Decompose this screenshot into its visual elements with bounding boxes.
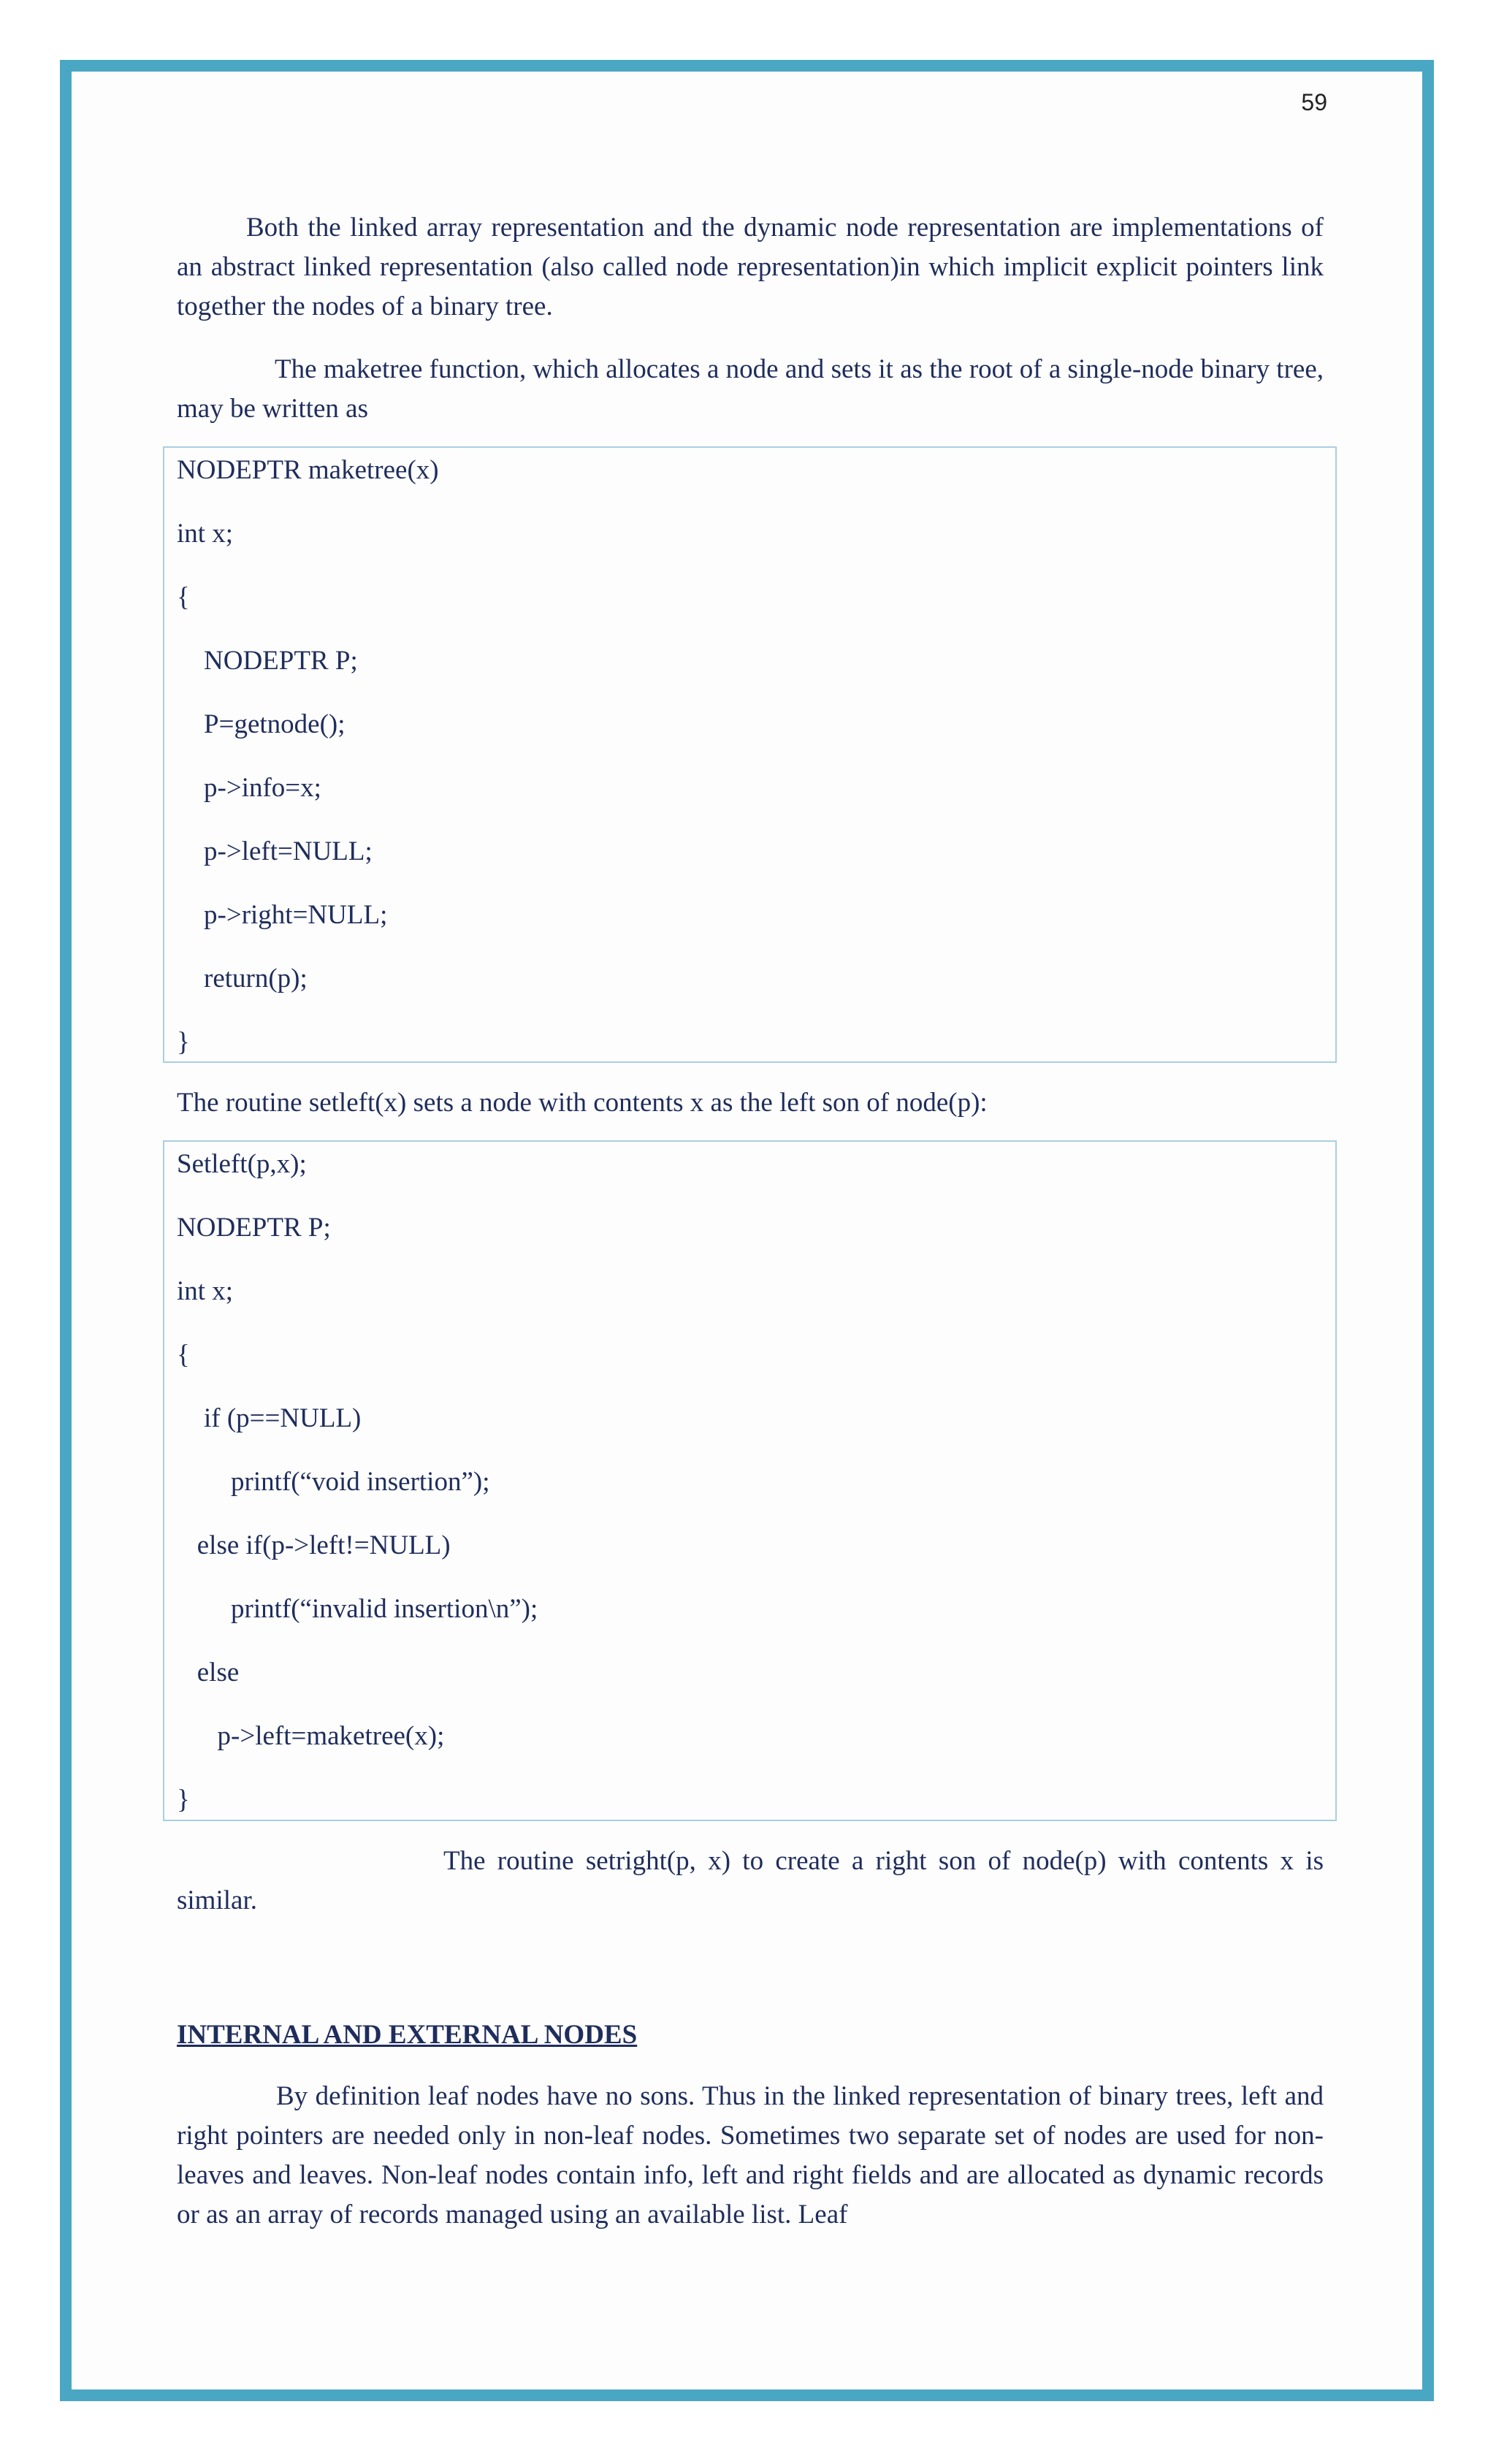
paragraph-leaf-nodes: By definition leaf nodes have no sons. Thus in the linked representation of binary trees, left and right pointers are needed only in non-leaf nodes. Sometimes two separate set of nodes are used for non-leaves and leaves. Non-leaf nodes contain info, left and right fields and are allocated as dynamic records or as an array of records managed using an available list. Leaf <box>177 2081 1324 2230</box>
code-line: P=getnode(); <box>177 709 346 739</box>
code-line: } <box>177 1785 190 1815</box>
section-heading: INTERNAL AND EXTERNAL NODES <box>177 2020 638 2050</box>
code-line: return(p); <box>177 964 308 993</box>
code-line: if (p==NULL) <box>177 1403 362 1433</box>
code-line: p->right=NULL; <box>177 900 388 930</box>
page-content <box>177 208 1324 2235</box>
paragraph-linked-representation: Both the linked array representation and the dynamic node representation are implementations of an abstract linked representation (also called node representation)in which implicit explicit pointers link together the nodes of a binary tree. <box>177 213 1324 321</box>
code-line: int x; <box>177 519 234 549</box>
code-block-setleft <box>163 1140 1337 1821</box>
code-line: Setleft(p,x); <box>177 1149 307 1179</box>
paragraph-setleft-intro: The routine setleft(x) sets a node with contents x as the left son of node(p): <box>177 1088 988 1118</box>
paragraph-maketree-intro: The maketree function, which allocates a node and sets it as the root of a single-node binary tree, may be written as <box>177 354 1324 424</box>
code-line: NODEPTR maketree(x) <box>177 455 439 485</box>
code-line: p->info=x; <box>177 773 321 803</box>
code-line: printf(“invalid insertion\n”); <box>177 1594 538 1624</box>
code-block-maketree <box>163 446 1337 1063</box>
code-line: else <box>177 1658 240 1687</box>
code-line: else if(p->left!=NULL) <box>177 1530 451 1560</box>
code-line: p->left=NULL; <box>177 836 373 866</box>
code-line: { <box>177 582 190 612</box>
code-line: int x; <box>177 1276 234 1306</box>
paragraph-setright: The routine setright(p, x) to create a right son of node(p) with contents x is similar. <box>177 1846 1324 1915</box>
page-number: 59 <box>1301 89 1327 115</box>
code-line: { <box>177 1340 190 1370</box>
code-line: NODEPTR P; <box>177 646 358 676</box>
code-line: p->left=maketree(x); <box>177 1721 445 1751</box>
code-line: printf(“void insertion”); <box>177 1467 490 1497</box>
code-line: NODEPTR P; <box>177 1213 331 1243</box>
code-line: } <box>177 1027 190 1057</box>
